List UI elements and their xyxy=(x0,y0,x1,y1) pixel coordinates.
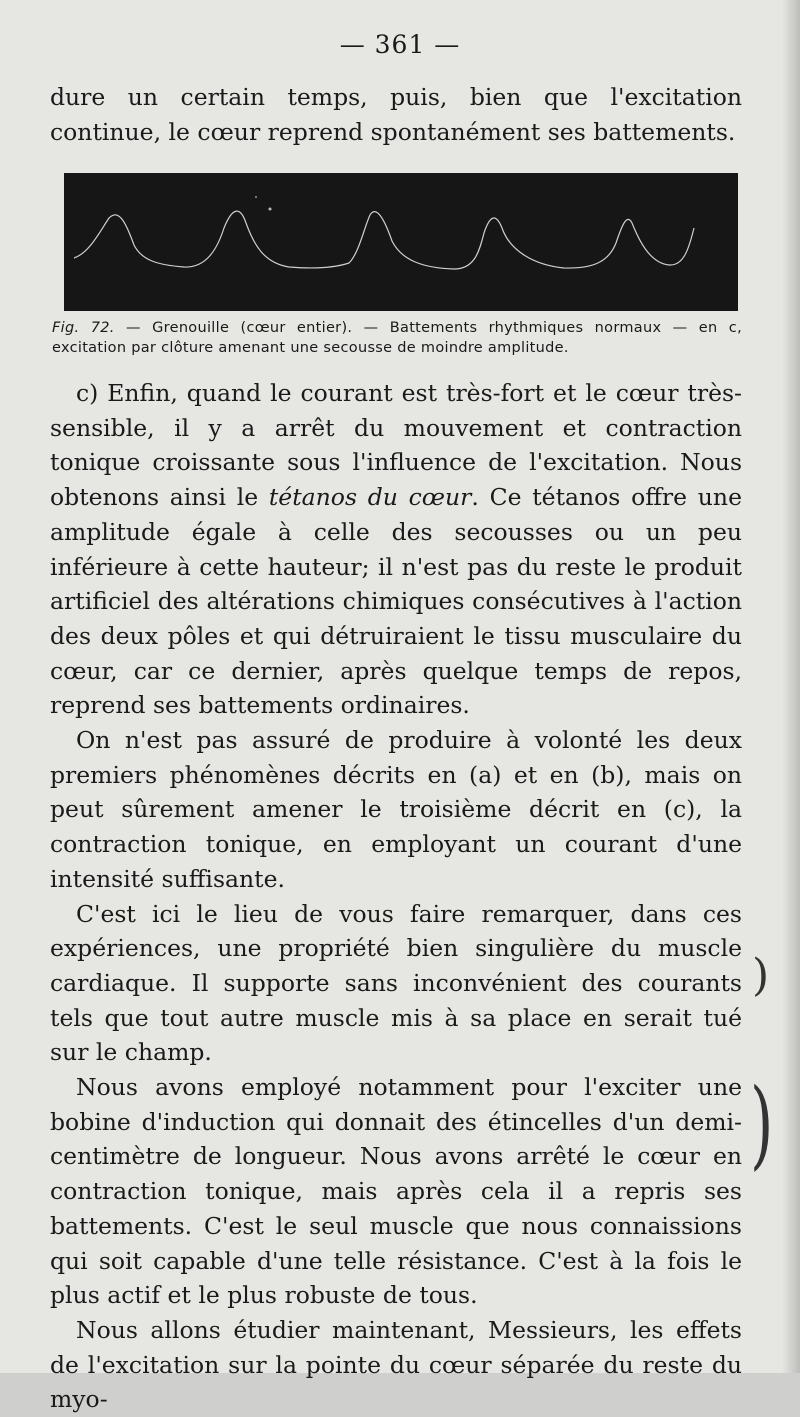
paragraph-induction: Nous avons employé notamment pour l'exciter une bobine d'induction qui donnait des étincelles d'un demi-centimètre de longueur. Nous avons arrêté le cœur en contraction tonique, mais après cela il a repris ses battements. C'est le seul muscle que nous connaissions qui soit capable d'une telle résistance. C'est à la fois le plus actif et le plus robuste de tous. xyxy=(50,1073,742,1310)
page-number: — 361 — xyxy=(339,30,461,59)
paragraph-c-end: . Ce tétanos offre une amplitude égale à celle des secousses ou un peu inférieure à cette hauteur; il n'est pas du reste le produit artificiel des altérations chimiques consécutives à l'action des deux pôles et qui détruiraient le tissu musculaire du cœur, car ce dernier, après quelque temps de repos, reprend ses battements ordinaires. xyxy=(50,483,742,720)
paragraph-c-start: c) Enfin, quand le courant est très-fort et le cœur très-sensible, il y a arrêt du mouvement et contraction tonique croissante sous l'influence de l'excitation. Nous obtenons ainsi le xyxy=(50,379,742,512)
trace-mark xyxy=(255,196,257,198)
margin-bracket-mark: ) xyxy=(752,950,770,1001)
margin-bracket-mark: ) xyxy=(750,1069,774,1181)
top-paragraph xyxy=(50,80,742,149)
paragraph-continuation: dure un certain temps, puis, bien que l'excitation continue, le cœur reprend spontanément ses battements. xyxy=(50,83,742,146)
heartbeat-tracing xyxy=(64,173,738,311)
figure-caption xyxy=(52,318,742,358)
body-text xyxy=(50,376,742,1417)
figure-caption-text: — Grenouille (cœur entier). — Battements rhythmiques normaux — en c, excitation par clôture amenant une secousse de moindre amplitude. xyxy=(52,320,742,356)
tracing-line xyxy=(74,211,694,269)
paragraph-c-emphasis: tétanos du cœur xyxy=(268,483,472,512)
trace-mark xyxy=(269,208,272,211)
figure-label: Fig. 72. xyxy=(52,320,115,336)
paragraph-c xyxy=(50,376,742,723)
paragraph-phenomena: On n'est pas assuré de produire à volonté les deux premiers phénomènes décrits en (a) et en (b), mais on peut sûrement amener le troisième décrit en (c), la contraction tonique, en employant un courant d'une intensité suffisante. xyxy=(50,726,742,893)
heartbeat-tracing-figure xyxy=(64,173,738,311)
paragraph-property: C'est ici le lieu de vous faire remarquer, dans ces expériences, une propriété bien singulière du muscle cardiaque. Il supporte sans inconvénient des courants tels que tout autre muscle mis à sa place en serait tué sur le champ. xyxy=(50,899,742,1067)
paragraph-next-topic: Nous allons étudier maintenant, Messieurs, les effets de l'excitation sur la pointe du cœur séparée du reste du myo- xyxy=(50,1315,742,1414)
